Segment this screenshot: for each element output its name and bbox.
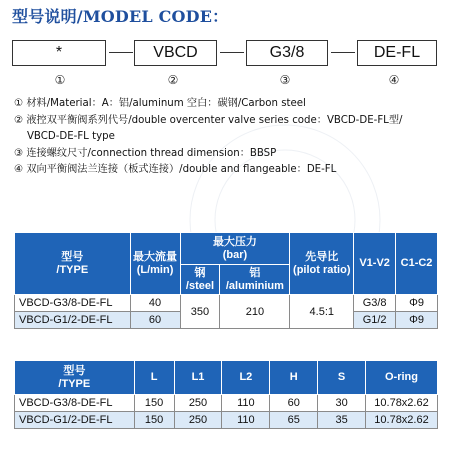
cell-l: 150: [134, 412, 174, 429]
code-number-1: ①: [54, 73, 66, 87]
model-code-diagram: [12, 40, 422, 68]
cell-h: 65: [270, 412, 318, 429]
cell-model: VBCD-G1/2-DE-FL: [15, 412, 135, 429]
dim-header-oring: O-ring: [366, 361, 438, 395]
header-c: C1-C2: [396, 233, 438, 295]
header-pressure: 最大压力 (bar): [180, 233, 290, 265]
dim-header-type: 型号 /TYPE: [15, 361, 135, 395]
cell-s: 30: [318, 395, 366, 412]
table-row: [15, 395, 438, 412]
dim-header-s: S: [318, 361, 366, 395]
cell-s: 35: [318, 412, 366, 429]
cell-flow: 40: [130, 295, 180, 312]
cell-model: VBCD-G1/2-DE-FL: [15, 312, 131, 329]
table-row: [15, 412, 438, 429]
cell-oring: 10.78x2.62: [366, 395, 438, 412]
note-connection: ④ 双向平衡阀法兰连接（板式连接）/double and flangeable：DE-FL: [14, 164, 337, 175]
code-dash: [220, 52, 244, 53]
cell-l1: 250: [174, 412, 222, 429]
note-thread: ③ 连接螺纹尺寸/connection thread dimension：BBSP: [14, 147, 277, 159]
header-steel: 钢 /steel: [180, 265, 220, 295]
header-v: V1-V2: [354, 233, 396, 295]
code-box-thread: G3/8: [246, 40, 328, 66]
note-material: ① 材料/Material：A：铝/aluminum 空白：碳钢/Carbon steel: [14, 98, 306, 109]
cell-c: Φ9: [396, 295, 438, 312]
note-series-cont: VBCD-DE-FL type: [14, 131, 115, 142]
cell-l2: 110: [222, 395, 270, 412]
page-title: 型号说明/MODEL CODE：: [12, 7, 229, 26]
cell-pilot: 4.5:1: [290, 295, 354, 329]
code-dash: [331, 52, 355, 53]
code-number-2: ②: [167, 73, 179, 87]
cell-aluminium: 210: [220, 295, 290, 329]
cell-l: 150: [134, 395, 174, 412]
header-pilot: 先导比 (pilot ratio): [290, 233, 354, 295]
cell-c: Φ9: [396, 312, 438, 329]
code-box-series: VBCD: [134, 40, 217, 66]
dim-header-l1: L1: [174, 361, 222, 395]
code-dash: [109, 52, 133, 53]
cell-h: 60: [270, 395, 318, 412]
dim-header-h: H: [270, 361, 318, 395]
cell-l1: 250: [174, 395, 222, 412]
cell-v: G1/2: [354, 312, 396, 329]
cell-l2: 110: [222, 412, 270, 429]
cell-model: VBCD-G3/8-DE-FL: [15, 395, 135, 412]
table-row: [15, 295, 438, 312]
cell-oring: 10.78x2.62: [366, 412, 438, 429]
code-box-material: *: [12, 40, 106, 66]
cell-flow: 60: [130, 312, 180, 329]
dim-header-l: L: [134, 361, 174, 395]
dimension-table: [14, 360, 438, 429]
spec-table: [14, 232, 438, 329]
code-number-3: ③: [279, 73, 291, 87]
code-box-connection: DE-FL: [357, 40, 437, 66]
dim-header-l2: L2: [222, 361, 270, 395]
header-aluminium: 铝 /aluminium: [220, 265, 290, 295]
cell-steel: 350: [180, 295, 220, 329]
cell-v: G3/8: [354, 295, 396, 312]
notes-list: [14, 96, 402, 179]
header-flow: 最大流量 (L/min): [130, 233, 180, 295]
note-series: ② 液控双平衡阀系列代号/double overcenter valve series code：VBCD-DE-FL型/: [14, 114, 403, 126]
cell-model: VBCD-G3/8-DE-FL: [15, 295, 131, 312]
header-type: 型号 /TYPE: [15, 233, 131, 295]
code-number-4: ④: [388, 73, 400, 87]
